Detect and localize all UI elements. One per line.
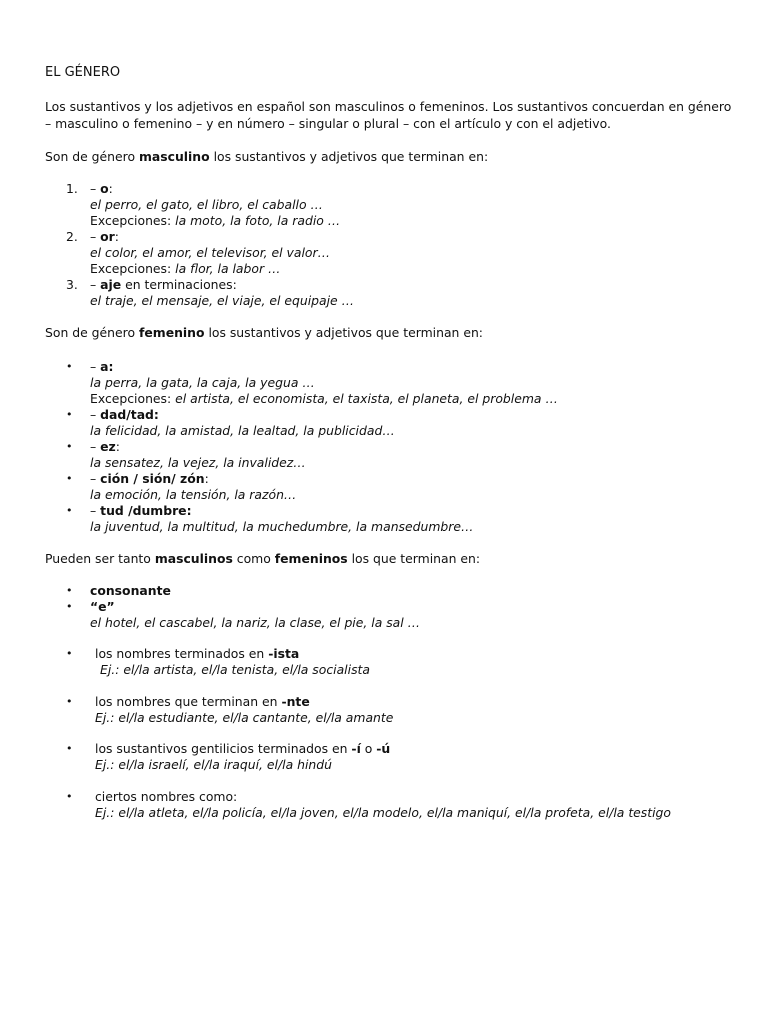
examples: Ej.: el/la israelí, el/la iraquí, el/la hindú: [95, 757, 332, 772]
feminine-list: [45, 359, 558, 535]
dash: –: [90, 277, 101, 292]
note-item: [45, 741, 390, 773]
examples: la sensatez, la vejez, la invalidez…: [90, 455, 306, 470]
item-number: 1.: [66, 181, 78, 196]
dash: –: [90, 503, 101, 518]
lead-bold: femenino: [138, 325, 205, 340]
list-item: [45, 359, 558, 407]
ending-term: -nte: [281, 694, 310, 709]
feminine-lead: [45, 325, 483, 340]
masculine-lead: [45, 149, 488, 164]
list-item: [45, 277, 354, 309]
ending-line: [90, 503, 558, 519]
bullet-icon: •: [66, 504, 73, 517]
lead-bold: femeninos: [274, 551, 348, 566]
bullet-icon: •: [66, 472, 73, 485]
note-item: [45, 646, 370, 678]
exceptions: el artista, el economista, el taxista, el planeta, el problema …: [175, 391, 558, 406]
ending-suffix: en terminaciones:: [121, 277, 237, 292]
ending-term: -í: [351, 741, 361, 756]
ending-term: tud /dumbre:: [100, 503, 192, 518]
bullet-icon: •: [66, 360, 73, 373]
ending-term: “e”: [90, 599, 115, 614]
ending-suffix: :: [204, 471, 209, 486]
list-item: [45, 229, 354, 277]
note-item: [45, 789, 671, 821]
ending-suffix: :: [108, 181, 113, 196]
examples: el hotel, el cascabel, la nariz, la clase, el pie, la sal …: [90, 615, 421, 630]
note-text: ciertos nombres como:: [95, 789, 238, 804]
list-item: [45, 741, 390, 773]
ending-term: ez: [100, 439, 116, 454]
both-genders-list: [45, 583, 420, 631]
dash: –: [90, 439, 101, 454]
ending-term: a:: [100, 359, 114, 374]
lead-text: Pueden ser tanto: [45, 551, 155, 566]
masculine-list: [45, 181, 354, 309]
dash: –: [90, 181, 101, 196]
lead-text: Son de género: [45, 325, 139, 340]
ending-line: [90, 277, 354, 293]
item-number: 3.: [66, 277, 78, 292]
list-item: [45, 646, 370, 678]
lead-text: los sustantivos y adjetivos que terminan en:: [209, 149, 489, 164]
examples: Ej.: el/la artista, el/la tenista, el/la socialista: [100, 662, 370, 677]
exceptions-label: Excepciones:: [90, 213, 176, 228]
examples: la felicidad, la amistad, la lealtad, la publicidad…: [90, 423, 395, 438]
lead-text: los sustantivos y adjetivos que terminan en:: [204, 325, 483, 340]
list-item: [45, 407, 558, 439]
list-item: [45, 181, 354, 229]
list-item: [45, 471, 558, 503]
exceptions-label: Excepciones:: [90, 261, 176, 276]
ending-line: [90, 471, 558, 487]
ending-suffix: :: [115, 439, 120, 454]
examples: el traje, el mensaje, el viaje, el equipaje …: [90, 293, 354, 308]
intro-paragraph: Los sustantivos y los adjetivos en español son masculinos o femeninos. Los sustantivos concuerdan en género – masculino o femenino – y en número – singular o plural – con el artículo y con el adjetivo.: [45, 99, 732, 131]
lead-text: como: [232, 551, 275, 566]
lead-bold: masculino: [138, 149, 210, 164]
lead-text: Son de género: [45, 149, 139, 164]
dash: –: [90, 359, 101, 374]
ending-term: ción / sión/ zón: [100, 471, 205, 486]
bullet-icon: •: [66, 440, 73, 453]
bullet-icon: •: [66, 408, 73, 421]
dash: –: [90, 229, 101, 244]
ending-line: [90, 407, 558, 423]
list-item: [45, 583, 420, 599]
examples: la emoción, la tensión, la razón…: [90, 487, 297, 502]
examples: Ej.: el/la estudiante, el/la cantante, el/la amante: [95, 710, 394, 725]
examples: la perra, la gata, la caja, la yegua …: [90, 375, 315, 390]
note-text: o: [360, 741, 377, 756]
examples: el color, el amor, el televisor, el valor…: [90, 245, 330, 260]
examples: la juventud, la multitud, la muchedumbre, la mansedumbre…: [90, 519, 474, 534]
ending-line: [90, 359, 558, 375]
ending-term: or: [100, 229, 115, 244]
list-item: [45, 789, 671, 821]
ending-term: -ú: [376, 741, 391, 756]
note-item: [45, 694, 393, 726]
bullet-icon: •: [66, 742, 73, 755]
item-number: 2.: [66, 229, 78, 244]
exceptions: la flor, la labor …: [175, 261, 281, 276]
both-genders-lead: [45, 551, 480, 566]
bullet-icon: •: [66, 600, 73, 613]
exceptions: la moto, la foto, la radio …: [175, 213, 341, 228]
examples: el perro, el gato, el libro, el caballo …: [90, 197, 323, 212]
list-item: [45, 694, 393, 726]
examples: Ej.: el/la atleta, el/la policía, el/la joven, el/la modelo, el/la maniquí, el/la profeta, el/la testigo: [95, 805, 672, 820]
dash: –: [90, 471, 101, 486]
lead-text: los que terminan en:: [347, 551, 481, 566]
ending-suffix: :: [114, 229, 119, 244]
ending-line: [90, 229, 354, 245]
list-item: [45, 503, 558, 535]
bullet-icon: •: [66, 647, 73, 660]
ending-term: consonante: [90, 583, 171, 598]
bullet-icon: •: [66, 695, 73, 708]
note-text: los sustantivos gentilicios terminados en: [95, 741, 352, 756]
list-item: [45, 599, 420, 631]
ending-term: o: [100, 181, 109, 196]
page-title: EL GÉNERO: [45, 65, 121, 80]
ending-term: -ista: [268, 646, 300, 661]
note-text: los nombres terminados en: [95, 646, 269, 661]
dash: –: [90, 407, 101, 422]
note-text: los nombres que terminan en: [95, 694, 282, 709]
ending-line: [90, 181, 354, 197]
bullet-icon: •: [66, 790, 73, 803]
exceptions-label: Excepciones:: [90, 391, 176, 406]
ending-term: dad/tad:: [100, 407, 159, 422]
lead-bold: masculinos: [154, 551, 233, 566]
list-item: [45, 439, 558, 471]
bullet-icon: •: [66, 584, 73, 597]
ending-term: aje: [100, 277, 122, 292]
ending-line: [90, 439, 558, 455]
